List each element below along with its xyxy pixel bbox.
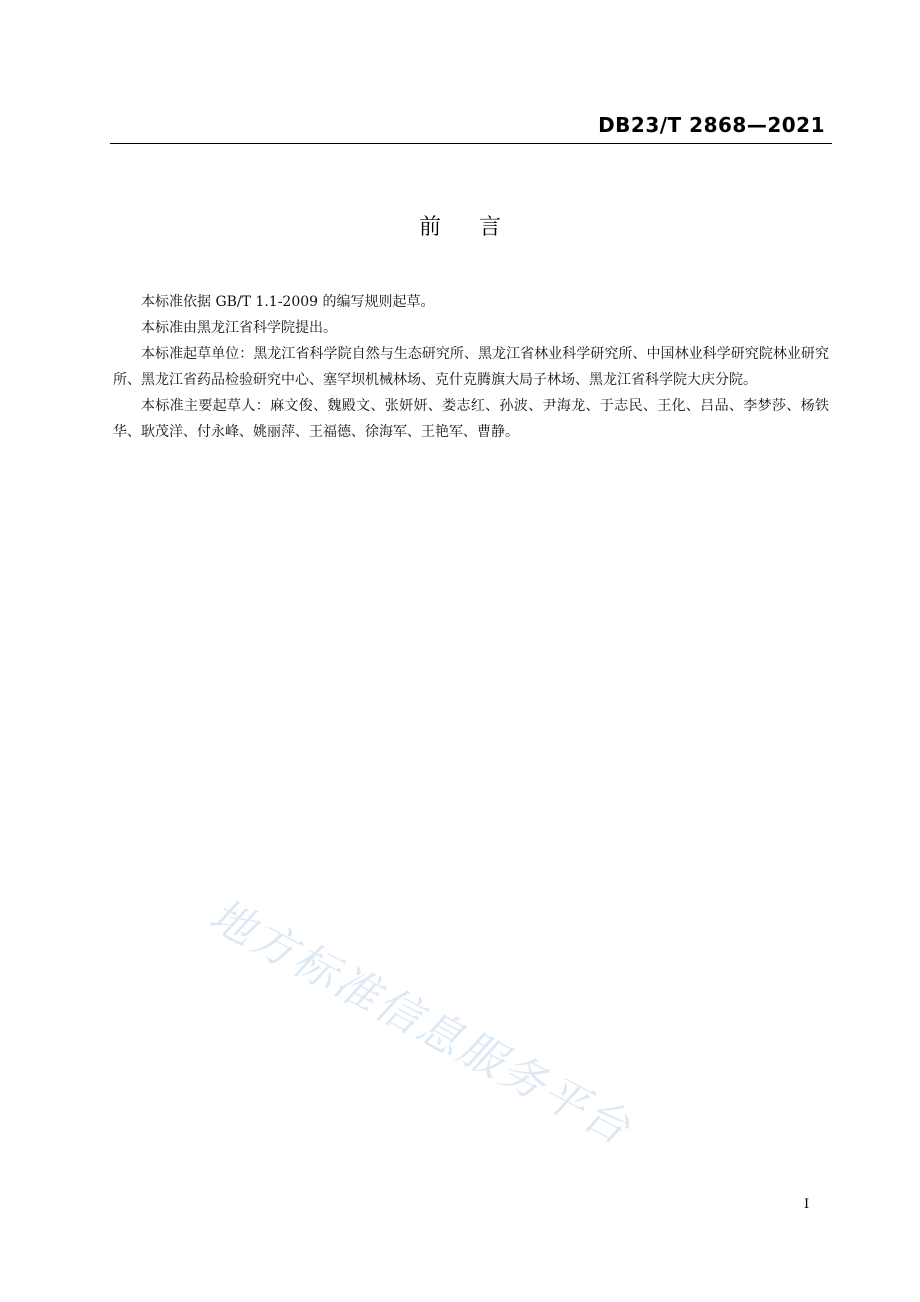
preface-body (113, 289, 829, 445)
header-divider (110, 143, 832, 144)
page-title: 前言 (418, 215, 539, 240)
standard-number: DB23/T 2868—2021 (598, 113, 825, 137)
watermark: 地方标准信息服务平台 (200, 889, 640, 1156)
page-number: I (804, 1197, 810, 1212)
paragraph-proposer: 本标准由黑龙江省科学院提出。 (141, 320, 337, 336)
paragraph-drafting-rules: 本标准依据 GB/T 1.1-2009 的编写规则起草。 (141, 294, 435, 310)
paragraph-drafters: 本标准主要起草人：麻文俊、魏殿文、张妍妍、娄志红、孙波、尹海龙、于志民、王化、吕品、李梦莎、杨铁华、耿茂洋、付永峰、姚丽萍、王福德、徐海军、王艳军、曹静。 (113, 398, 829, 440)
paragraph-drafting-units: 本标准起草单位：黑龙江省科学院自然与生态研究所、黑龙江省林业科学研究所、中国林业科学研究院林业研究所、黑龙江省药品检验研究中心、塞罕坝机械林场、克什克腾旗大局子林场、黑龙江省科学院大庆分院。 (113, 346, 829, 388)
